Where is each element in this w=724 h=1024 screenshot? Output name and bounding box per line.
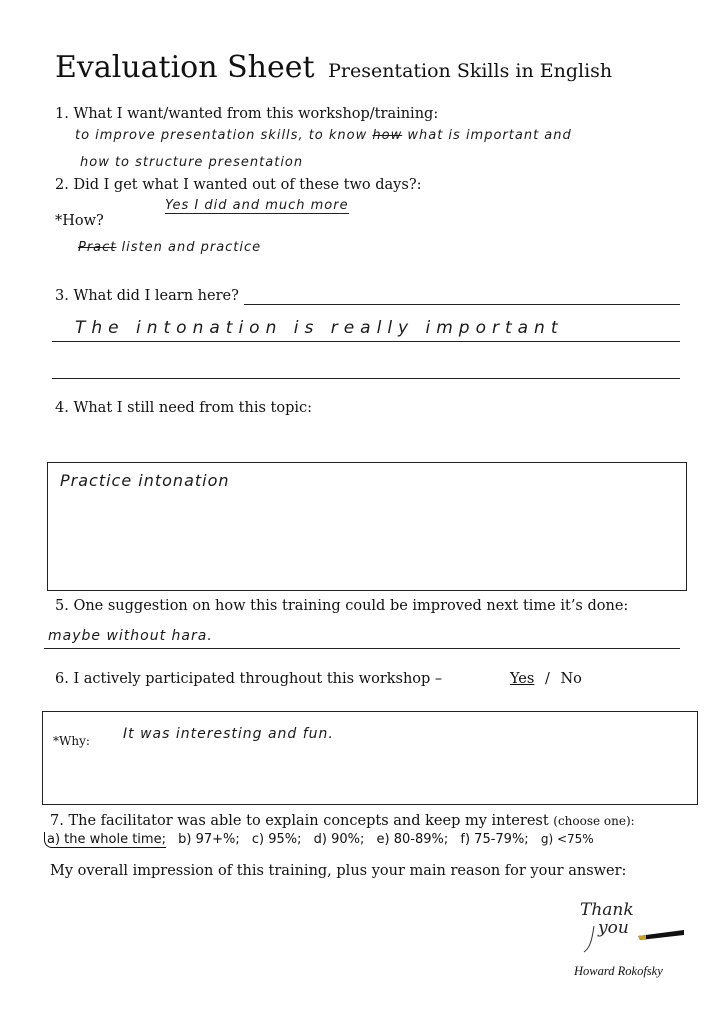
title-main: Evaluation Sheet <box>55 50 315 85</box>
you-word: you <box>598 918 629 938</box>
question-7-text: 7. The facilitator was able to explain concepts and keep my interest <box>50 813 549 829</box>
question-7-label <box>50 813 635 829</box>
question-4-answer-box <box>47 462 687 591</box>
question-7-choose: (choose one): <box>553 814 635 828</box>
question-1-label: 1. What I want/wanted from this workshop/training: <box>55 106 439 122</box>
question-7-options <box>44 832 602 847</box>
question-3-answer: The intonation is really important <box>75 318 564 338</box>
option-a: a) the whole time; <box>44 832 166 848</box>
pen-icon <box>576 900 686 960</box>
question-3-line-2 <box>52 341 680 342</box>
question-6-why-box <box>42 711 698 805</box>
question-1-answer-line-1 <box>75 128 572 143</box>
answer-1a: to improve presentation skills, to know <box>75 128 368 143</box>
how-label: *How? <box>55 213 104 229</box>
question-4-label: 4. What I still need from this topic: <box>55 400 313 416</box>
why-answer: It was interesting and fun. <box>123 726 334 742</box>
answer-1b: what is important and <box>407 128 572 143</box>
page-title <box>55 50 612 85</box>
question-5-line <box>44 648 680 649</box>
option-b: b) 97+%; <box>178 832 240 847</box>
thank-you-logo <box>576 900 696 960</box>
how-answer <box>78 240 261 255</box>
no-option: No <box>560 671 582 687</box>
option-e: e) 80-89%; <box>376 832 449 847</box>
option-d: d) 90%; <box>313 832 365 847</box>
option-f: f) 75-79%; <box>460 832 529 847</box>
question-2-answer: Yes I did and much more <box>165 198 349 213</box>
question-6-choice <box>510 671 582 687</box>
author-name: Howard Rokofsky <box>574 964 663 978</box>
thank-word: Thank <box>580 900 634 920</box>
option-g: g) <75% <box>540 832 594 846</box>
overall-impression-label: My overall impression of this training, plus your main reason for your answer: <box>50 863 627 879</box>
question-6-label: 6. I actively participated throughout this workshop – <box>55 671 443 687</box>
question-5-label: 5. One suggestion on how this training could be improved next time it’s done: <box>55 598 629 614</box>
how-answer-text: listen and practice <box>121 240 262 255</box>
question-2-label: 2. Did I get what I wanted out of these two days?: <box>55 177 422 193</box>
yes-option: Yes <box>510 671 535 687</box>
how-answer-struck: Pract <box>78 240 117 255</box>
yes-no-separator: / <box>544 671 550 687</box>
question-5-answer: maybe without hara. <box>48 628 213 644</box>
option-c: c) 95%; <box>251 832 302 847</box>
question-3-line-3 <box>52 378 680 379</box>
question-1-answer-line-2: how to structure presentation <box>80 155 304 170</box>
question-3-label: 3. What did I learn here? <box>55 288 239 304</box>
question-3-line-1 <box>244 304 680 305</box>
title-subtitle: Presentation Skills in English <box>328 60 613 82</box>
why-label: *Why: <box>53 734 90 748</box>
answer-1-struck: how <box>372 128 403 143</box>
question-4-answer: Practice intonation <box>60 471 230 490</box>
